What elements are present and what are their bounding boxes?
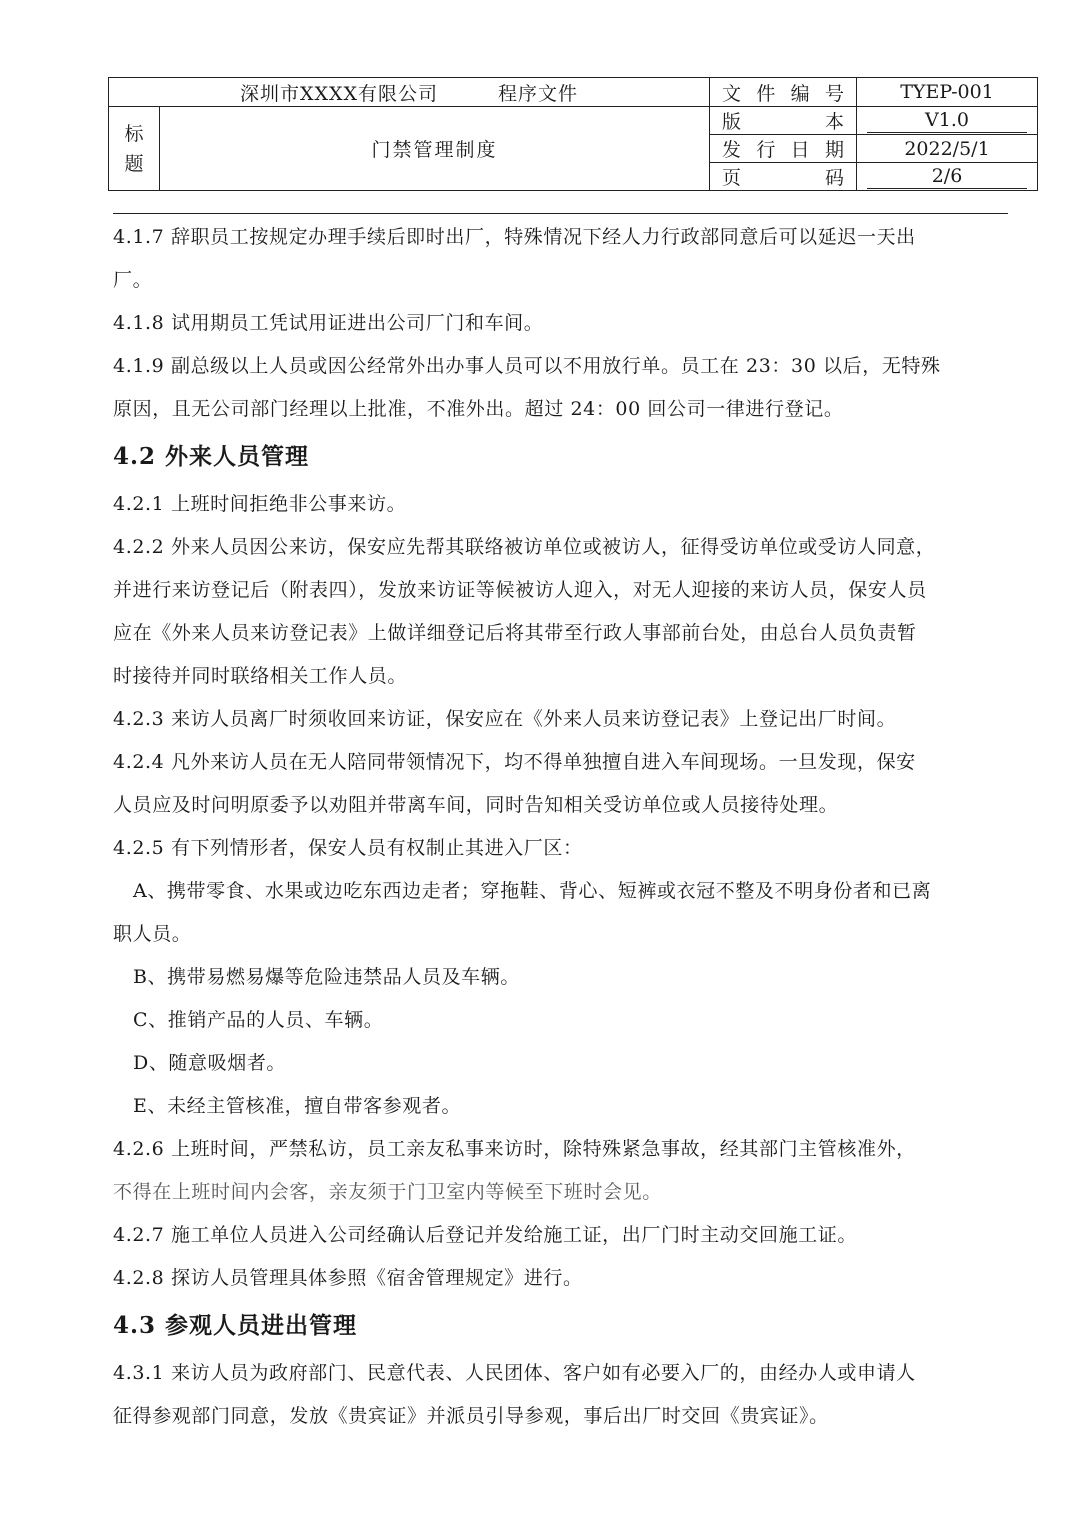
- title-label-cell: [109, 107, 160, 191]
- company-name: 深圳市XXXX有限公司: [239, 82, 439, 105]
- paragraph-line: B、携带易燃易爆等危险违禁品人员及车辆。: [133, 966, 520, 988]
- paragraph-line: 4.2.4 凡外来访人员在无人陪同带领情况下，均不得单独擅自进入车间现场。一旦发现，保安: [113, 751, 916, 773]
- paragraph-line: 4.1.8 试用期员工凭试用证进出公司厂门和车间。: [113, 312, 544, 334]
- paragraph-line: A、携带零食、水果或边吃东西边走者；穿拖鞋、背心、短裤或衣冠不整及不明身份者和已离: [133, 880, 932, 902]
- paragraph-line: 原因，且无公司部门经理以上批准，不准外出。超过 24：00 回公司一律进行登记。: [113, 398, 844, 420]
- doc-no-label-cell: [710, 78, 857, 107]
- paragraph-line: 人员应及时问明原委予以劝阻并带离车间，同时告知相关受访单位或人员接待处理。: [113, 794, 839, 816]
- paragraph-line: 4.2.6 上班时间，严禁私访，员工亲友私事来访时，除特殊紧急事故，经其部门主管核准外，: [113, 1138, 916, 1160]
- title-label: 标 题: [124, 122, 144, 175]
- title-cell: [160, 107, 710, 191]
- paragraph-line: 并进行来访登记后（附表四），发放来访证等候被访人迎入，对无人迎接的来访人员，保安人员: [113, 579, 927, 601]
- paragraph-line: 4.2.7 施工单位人员进入公司经确认后登记并发给施工证，出厂门时主动交回施工证。: [113, 1224, 857, 1246]
- issue-date-cell: [857, 135, 1038, 163]
- paragraph-line: 时接待并同时联络相关工作人员。: [113, 665, 408, 687]
- paragraph-line: 4.2.3 来访人员离厂时须收回来访证，保安应在《外来人员来访登记表》上登记出厂时间。: [113, 708, 897, 730]
- page-cell: [857, 163, 1038, 191]
- paragraph-line: 征得参观部门同意，发放《贵宾证》并派员引导参观，事后出厂时交回《贵宾证》。: [113, 1405, 829, 1427]
- paragraph-line: 不得在上班时间内会客，亲友须于门卫室内等候至下班时会见。: [113, 1181, 662, 1203]
- page-label-cell: [710, 163, 857, 191]
- paragraph-line: E、未经主管核准，擅自带客参观者。: [133, 1095, 462, 1117]
- document-title: 门禁管理制度: [371, 139, 498, 161]
- paragraph-line: 4.1.9 副总级以上人员或因公经常外出办事人员可以不用放行单。员工在 23：30 以后，无特殊: [113, 355, 941, 377]
- version-label-cell: [710, 107, 857, 135]
- section-heading: 4.3 参观人员进出管理: [113, 1312, 358, 1339]
- doc-no-label: 文 件 编 号: [722, 82, 844, 105]
- doc-no-cell: [857, 78, 1038, 107]
- paragraph-line: 4.3.1 来访人员为政府部门、民意代表、人民团体、客户如有必要入厂的，由经办人或申请人: [113, 1362, 916, 1384]
- header-divider: [113, 213, 1008, 214]
- paragraph-line: 职人员。: [113, 923, 192, 945]
- paragraph-line: 4.2.8 探访人员管理具体参照《宿舍管理规定》进行。: [113, 1267, 583, 1289]
- issue-date-label: 发 行 日 期: [722, 139, 844, 161]
- document-body: [113, 216, 1013, 1438]
- section-heading: 4.2 外来人员管理: [113, 443, 310, 470]
- paragraph-line: 4.2.1 上班时间拒绝非公事来访。: [113, 493, 407, 515]
- version-value: V1.0: [867, 108, 1027, 133]
- doc-type: 程序文件: [498, 82, 579, 105]
- document-header-table: [108, 77, 1038, 191]
- paragraph-line: D、随意吸烟者。: [133, 1052, 287, 1074]
- page-label: 页 码: [722, 167, 844, 189]
- doc-no-value: TYEP-001: [900, 81, 994, 103]
- version-cell: [857, 107, 1038, 135]
- paragraph-line: 应在《外来人员来访登记表》上做详细登记后将其带至行政人事部前台处，由总台人员负责暂: [113, 622, 917, 644]
- issue-date-label-cell: [710, 135, 857, 163]
- page-value: 2/6: [867, 164, 1027, 189]
- company-doctype-cell: [109, 78, 710, 107]
- version-label: 版 本: [722, 111, 844, 133]
- issue-date-value: 2022/5/1: [904, 137, 990, 160]
- paragraph-line: 4.2.2 外来人员因公来访，保安应先帮其联络被访单位或被访人，征得受访单位或受访人同意，: [113, 536, 936, 558]
- paragraph-line: 4.1.7 辞职员工按规定办理手续后即时出厂，特殊情况下经人力行政部同意后可以延迟一天出: [113, 226, 916, 248]
- paragraph-line: 厂。: [113, 269, 153, 291]
- paragraph-line: 4.2.5 有下列情形者，保安人员有权制止其进入厂区：: [113, 837, 583, 859]
- paragraph-line: C、推销产品的人员、车辆。: [133, 1009, 384, 1031]
